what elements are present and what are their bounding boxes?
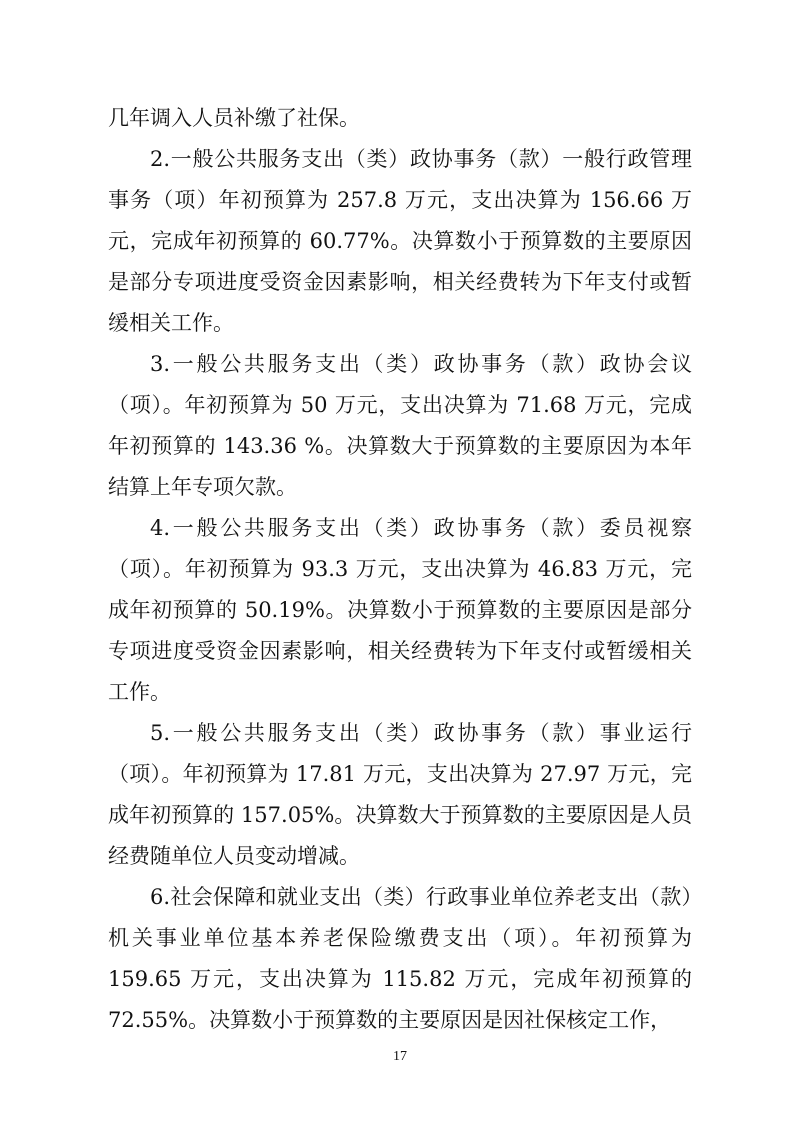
paragraph-item-5: 5.一般公共服务支出（类）政协事务（款）事业运行（项）。年初预算为 17.81 万元，支出决算为 27.97 万元，完成年初预算的 157.05%。决算数大于预算数的主要原因是人员经费随单位人员变动增减。: [108, 721, 692, 868]
paragraph-item-4: 4.一般公共服务支出（类）政协事务（款）委员视察（项）。年初预算为 93.3 万元，支出决算为 46.83 万元，完成年初预算的 50.19%。决算数小于预算数的主要原因是部分专项进度受资金因素影响，相关经费转为下年支付或暂缓相关工作。: [108, 516, 692, 704]
paragraph-item-2: 2.一般公共服务支出（类）政协事务（款）一般行政管理事务（项）年初预算为 257.8 万元，支出决算为 156.66 万元，完成年初预算的 60.77%。决算数小于预算数的主要原因是部分专项进度受资金因素影响，相关经费转为下年支付或暂缓相关工作。: [108, 147, 692, 335]
page-number: 17: [393, 1049, 407, 1064]
paragraph-item-6: 6.社会保障和就业支出（类）行政事业单位养老支出（款）机关事业单位基本养老保险缴费支出（项）。年初预算为 159.65 万元，支出决算为 115.82 万元，完成年初预算的 72.55%。决算数小于预算数的主要原因是因社保核定工作，: [108, 885, 692, 1032]
document-body: [108, 98, 692, 1041]
paragraph-item-3: 3.一般公共服务支出（类）政协事务（款）政协会议（项）。年初预算为 50 万元，支出决算为 71.68 万元，完成年初预算的 143.36 %。决算数大于预算数的主要原因为本年结算上年专项欠款。: [108, 352, 692, 499]
paragraph-continuation: 几年调入人员补缴了社保。: [108, 106, 360, 130]
